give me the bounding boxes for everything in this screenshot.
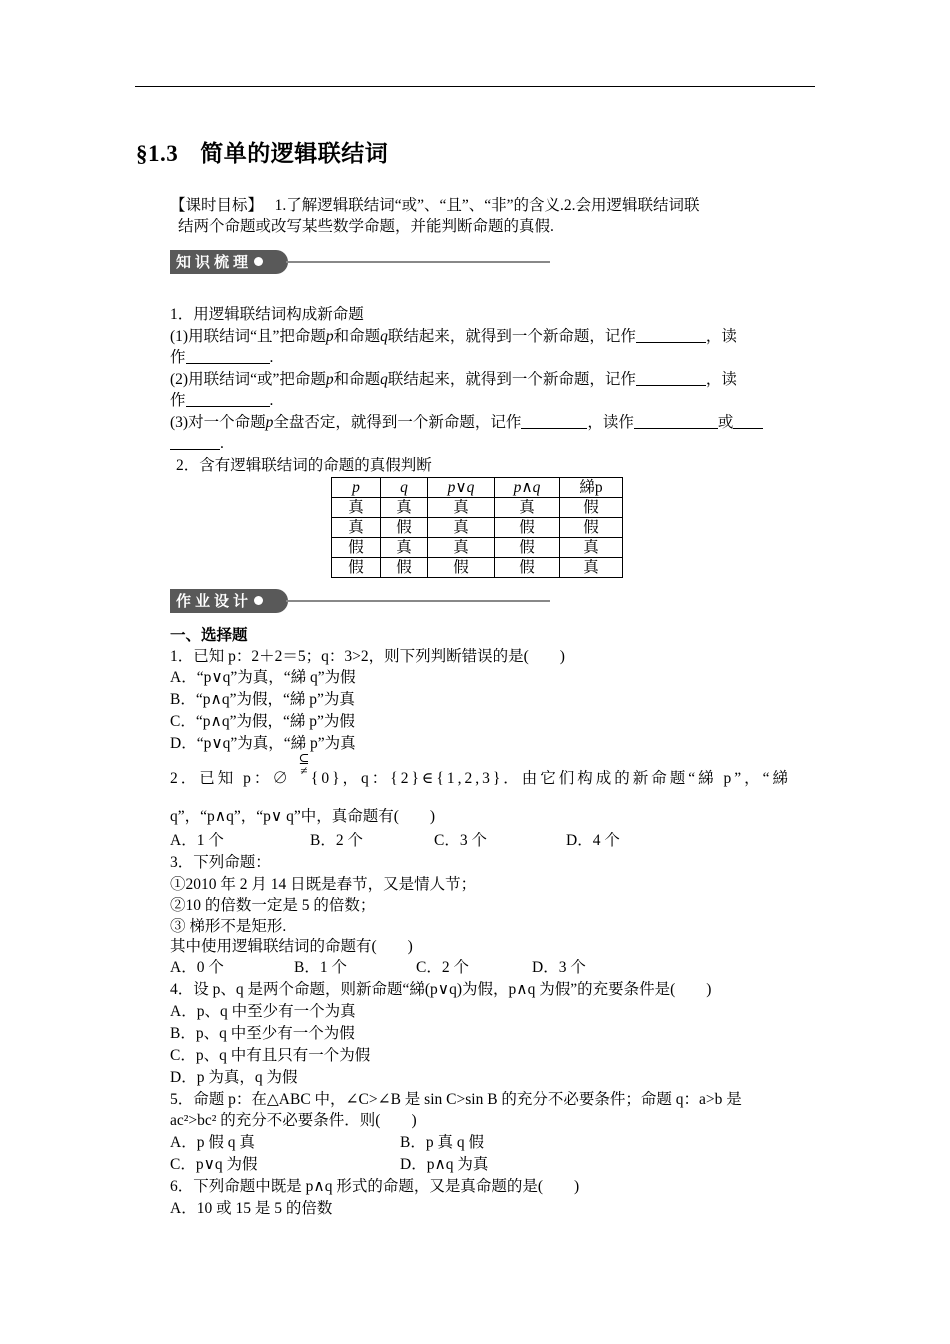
section-title: 简单的逻辑联结词 [200, 141, 389, 166]
text: 或 [717, 414, 734, 431]
q6-option-a: A．10 或 15 是 5 的倍数 [170, 1200, 333, 1217]
q4-option-b: B．p、q 中至少有一个为假 [170, 1025, 355, 1042]
q3-ask: 其中使用逻辑联结词的命题有( ) [170, 938, 413, 955]
knowledge-s1-title: 1．用逻辑联结词构成新命题 [170, 306, 364, 323]
knowledge-item-3 [170, 412, 815, 433]
question-6: 6．下列命题中既是 p∧q 形式的命题，又是真命题的是( ) [170, 1178, 580, 1195]
question-2 [170, 768, 815, 789]
table-row [332, 518, 623, 538]
knowledge-item-1 [170, 326, 815, 347]
table-cell: 真 [560, 558, 623, 578]
q3-item: ①2010 年 2 月 14 日既是春节，又是情人节； [170, 876, 477, 893]
q4-option-d: D．p 为真，q 为假 [170, 1069, 298, 1086]
q5-option-c: C．p∨q 为假 [170, 1156, 258, 1173]
goal-line-1: 1.了解逻辑联结词“或”、“且”、“非”的含义.2.会用逻辑联结词联 [274, 197, 700, 214]
question-3: 3．下列命题： [170, 854, 271, 871]
table-row [332, 558, 623, 578]
blank [636, 371, 706, 386]
table-cell: 真 [428, 518, 495, 538]
subset-mark: ⊆ [298, 751, 310, 766]
var-q: q [380, 328, 388, 345]
text: 和命题 [333, 371, 381, 388]
text: . [269, 349, 274, 366]
q2-option-a: A．1 个 [170, 832, 224, 849]
text: ，读作 [587, 414, 634, 431]
table-cell: 假 [560, 518, 623, 538]
page-title [136, 135, 388, 168]
blank [186, 349, 270, 364]
q2-option-b: B．2 个 [310, 832, 363, 849]
q5-option-d: D．p∧q 为真 [400, 1156, 489, 1173]
question-2-cont: q”，“p∧q”，“p∨ q”中，真命题有( ) [170, 808, 436, 825]
knowledge-s2-title: 2．含有逻辑联结词的命题的真假判断 [176, 457, 432, 474]
text: 和命题 [333, 328, 381, 345]
table-header: p∧q [513, 479, 541, 496]
text: 作 [170, 392, 186, 409]
table-header: p [352, 479, 360, 496]
bullet-icon [254, 596, 263, 605]
goal-label: 【课时目标】 [170, 197, 264, 214]
text: {0}，q：{2}∈{1,2,3}．由它们构成的新命题“綈 p”，“綈 [310, 770, 792, 787]
text: 联结起来，就得到一个新命题，记作 [387, 371, 636, 388]
knowledge-item-2-cont [170, 390, 815, 411]
blank [634, 414, 718, 429]
blank [186, 392, 270, 407]
table-row [332, 538, 623, 558]
not-equal-mark: ≠ [300, 763, 308, 778]
blank [636, 328, 706, 343]
table-cell: 假 [381, 518, 428, 538]
banner-line [286, 261, 550, 263]
truth-table [331, 477, 623, 578]
knowledge-banner [170, 250, 550, 274]
var-p: p [325, 328, 334, 345]
q2-option-d: D．4 个 [566, 832, 620, 849]
text: 全盘否定，就得到一个新命题，记作 [273, 414, 522, 431]
text: (2)用联结词“或”把命题 [170, 371, 326, 388]
q3-option-b: B．1 个 [294, 959, 347, 976]
banner-line [286, 600, 550, 602]
table-header: 綈p [579, 479, 603, 496]
var-p: p [325, 371, 334, 388]
part-heading: 一、选择题 [170, 627, 248, 644]
question-4: 4．设 p、q 是两个命题，则新命题“綈(p∨q)为假，p∧q 为假”的充要条件是( ) [170, 981, 712, 998]
text: ，读 [705, 371, 737, 388]
lesson-goal [170, 195, 815, 237]
q3-item: ②10 的倍数一定是 5 的倍数； [170, 897, 376, 914]
q5-option-a: A．p 假 q 真 [170, 1134, 255, 1151]
table-cell: 假 [560, 498, 623, 518]
q3-item: ③ 梯形不是矩形. [170, 918, 287, 935]
q2-option-c: C．3 个 [434, 832, 487, 849]
table-cell: 真 [428, 498, 495, 518]
table-cell: 真 [332, 498, 381, 518]
table-cell: 假 [381, 558, 428, 578]
question-1: 1．已知 p：2＋2＝5；q：3>2，则下列判断错误的是( ) [170, 648, 565, 665]
q4-option-c: C．p、q 中有且只有一个为假 [170, 1047, 371, 1064]
q3-option-a: A．0 个 [170, 959, 224, 976]
q3-option-d: D．3 个 [532, 959, 586, 976]
blank [733, 414, 763, 429]
knowledge-item-1-cont [170, 347, 815, 368]
table-header-row [332, 478, 623, 498]
question-5-cont: ac²>bc² 的充分不必要条件．则( ) [170, 1112, 417, 1129]
top-rule [135, 86, 815, 87]
section-number: §1.3 [136, 141, 179, 166]
goal-line-2: 结两个命题或改写某些数学命题，并能判断命题的真假. [178, 218, 554, 235]
q1-option-b: B．“p∧q”为假，“綈 p”为真 [170, 691, 355, 708]
table-header: q [400, 479, 408, 496]
table-row [332, 498, 623, 518]
table-cell: 真 [381, 498, 428, 518]
table-header: p∨q [447, 479, 475, 496]
blank [521, 414, 587, 429]
blank [170, 435, 220, 450]
text: (3)对一个命题 [170, 414, 266, 431]
var-q: q [380, 371, 388, 388]
table-cell: 真 [381, 538, 428, 558]
table-cell: 真 [332, 518, 381, 538]
table-cell: 真 [495, 498, 560, 518]
table-cell: 假 [495, 538, 560, 558]
question-5: 5．命题 p：在△ABC 中，∠C>∠B 是 sin C>sin B 的充分不必要条件；命题 q：a>b 是 [170, 1091, 742, 1108]
q3-option-c: C．2 个 [416, 959, 469, 976]
knowledge-item-3-cont [170, 433, 815, 454]
table-cell: 假 [495, 558, 560, 578]
text: 2．已知 p：∅ [170, 770, 291, 787]
exercise-banner-label: 作业设计 [176, 592, 253, 610]
exercise-banner [170, 589, 550, 613]
table-cell: 真 [560, 538, 623, 558]
q4-option-a: A．p、q 中至少有一个为真 [170, 1003, 356, 1020]
table-cell: 假 [332, 538, 381, 558]
knowledge-item-2 [170, 369, 815, 390]
text: (1)用联结词“且”把命题 [170, 328, 326, 345]
text: 联结起来，就得到一个新命题，记作 [387, 328, 636, 345]
table-cell: 假 [428, 558, 495, 578]
text: 作 [170, 349, 186, 366]
knowledge-banner-label: 知识梳理 [176, 253, 253, 271]
bullet-icon [254, 257, 263, 266]
text: . [269, 392, 274, 409]
table-cell: 假 [332, 558, 381, 578]
text: ，读 [705, 328, 737, 345]
q1-option-d: D．“p∨q”为真，“綈 p”为真 [170, 735, 356, 752]
q1-option-c: C．“p∧q”为假，“綈 p”为假 [170, 713, 355, 730]
q5-option-b: B．p 真 q 假 [400, 1134, 484, 1151]
table-cell: 假 [495, 518, 560, 538]
var-p: p [265, 414, 274, 431]
text: . [220, 435, 224, 452]
q1-option-a: A．“p∨q”为真，“綈 q”为假 [170, 669, 356, 686]
table-cell: 真 [428, 538, 495, 558]
